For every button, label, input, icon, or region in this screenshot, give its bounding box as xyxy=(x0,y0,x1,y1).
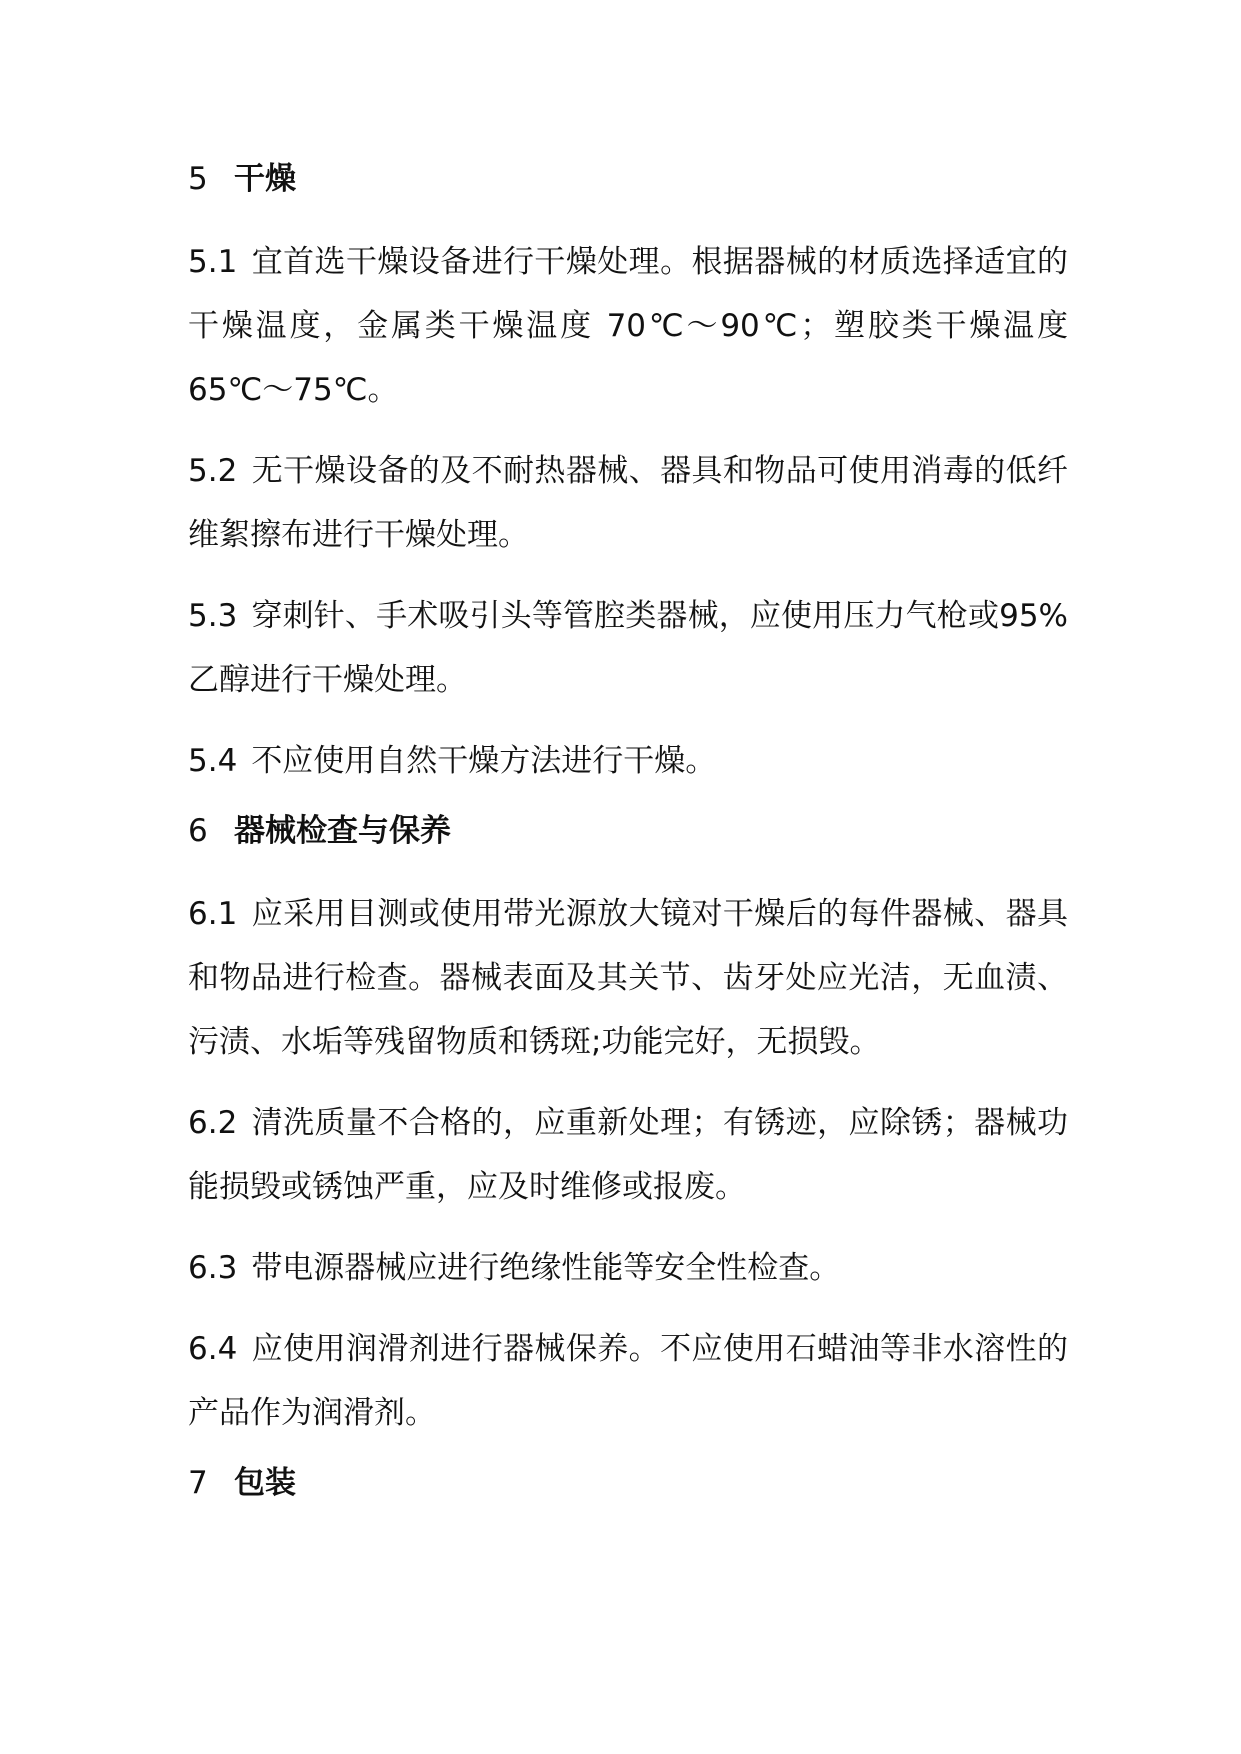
clause-text: 不应使用自然干燥方法进行干燥。 xyxy=(251,743,717,779)
section-title: 包装 xyxy=(234,1465,296,1501)
section-number: 5 xyxy=(188,161,208,197)
clause-text: 应使用润滑剂进行器械保养。不应使用石蜡油等非水溶性的产品作为润滑剂。 xyxy=(188,1331,1068,1431)
clause-text: 宜首选干燥设备进行干燥处理。根据器械的材质选择适宜的干燥温度，金属类干燥温度 70℃～90℃；塑胶类干燥温度 65℃～75℃。 xyxy=(188,244,1068,408)
section-heading-5 xyxy=(188,158,1068,200)
clause-6-3 xyxy=(188,1236,1068,1300)
clause-number: 5.1 xyxy=(188,244,238,280)
clause-text: 带电源器械应进行绝缘性能等安全性检查。 xyxy=(251,1250,841,1286)
clause-number: 5.4 xyxy=(188,743,238,779)
section-title: 干燥 xyxy=(234,161,296,197)
section-heading-6 xyxy=(188,810,1068,852)
document-body xyxy=(188,158,1068,1534)
clause-number: 6.4 xyxy=(188,1331,238,1367)
clause-number: 6.3 xyxy=(188,1250,238,1286)
section-number: 7 xyxy=(188,1465,208,1501)
clause-number: 5.3 xyxy=(188,598,238,634)
section-heading-7 xyxy=(188,1462,1068,1504)
clause-number: 5.2 xyxy=(188,453,238,489)
clause-text: 清洗质量不合格的，应重新处理；有锈迹，应除锈；器械功能损毁或锈蚀严重，应及时维修或报废。 xyxy=(188,1105,1068,1205)
clause-6-1 xyxy=(188,882,1068,1074)
clause-text: 应采用目测或使用带光源放大镜对干燥后的每件器械、器具和物品进行检查。器械表面及其关节、齿牙处应光洁，无血渍、污渍、水垢等残留物质和锈斑;功能完好，无损毁。 xyxy=(188,896,1068,1060)
clause-number: 6.1 xyxy=(188,896,238,932)
section-number: 6 xyxy=(188,813,208,849)
clause-text: 穿刺针、手术吸引头等管腔类器械，应使用压力气枪或95%乙醇进行干燥处理。 xyxy=(188,598,1068,698)
clause-5-4 xyxy=(188,729,1068,793)
clause-6-4 xyxy=(188,1317,1068,1445)
clause-text: 无干燥设备的及不耐热器械、器具和物品可使用消毒的低纤维絮擦布进行干燥处理。 xyxy=(188,453,1068,553)
clause-5-3 xyxy=(188,584,1068,712)
clause-number: 6.2 xyxy=(188,1105,238,1141)
clause-5-1 xyxy=(188,230,1068,422)
clause-5-2 xyxy=(188,439,1068,567)
clause-6-2 xyxy=(188,1091,1068,1219)
section-title: 器械检查与保养 xyxy=(234,813,451,849)
